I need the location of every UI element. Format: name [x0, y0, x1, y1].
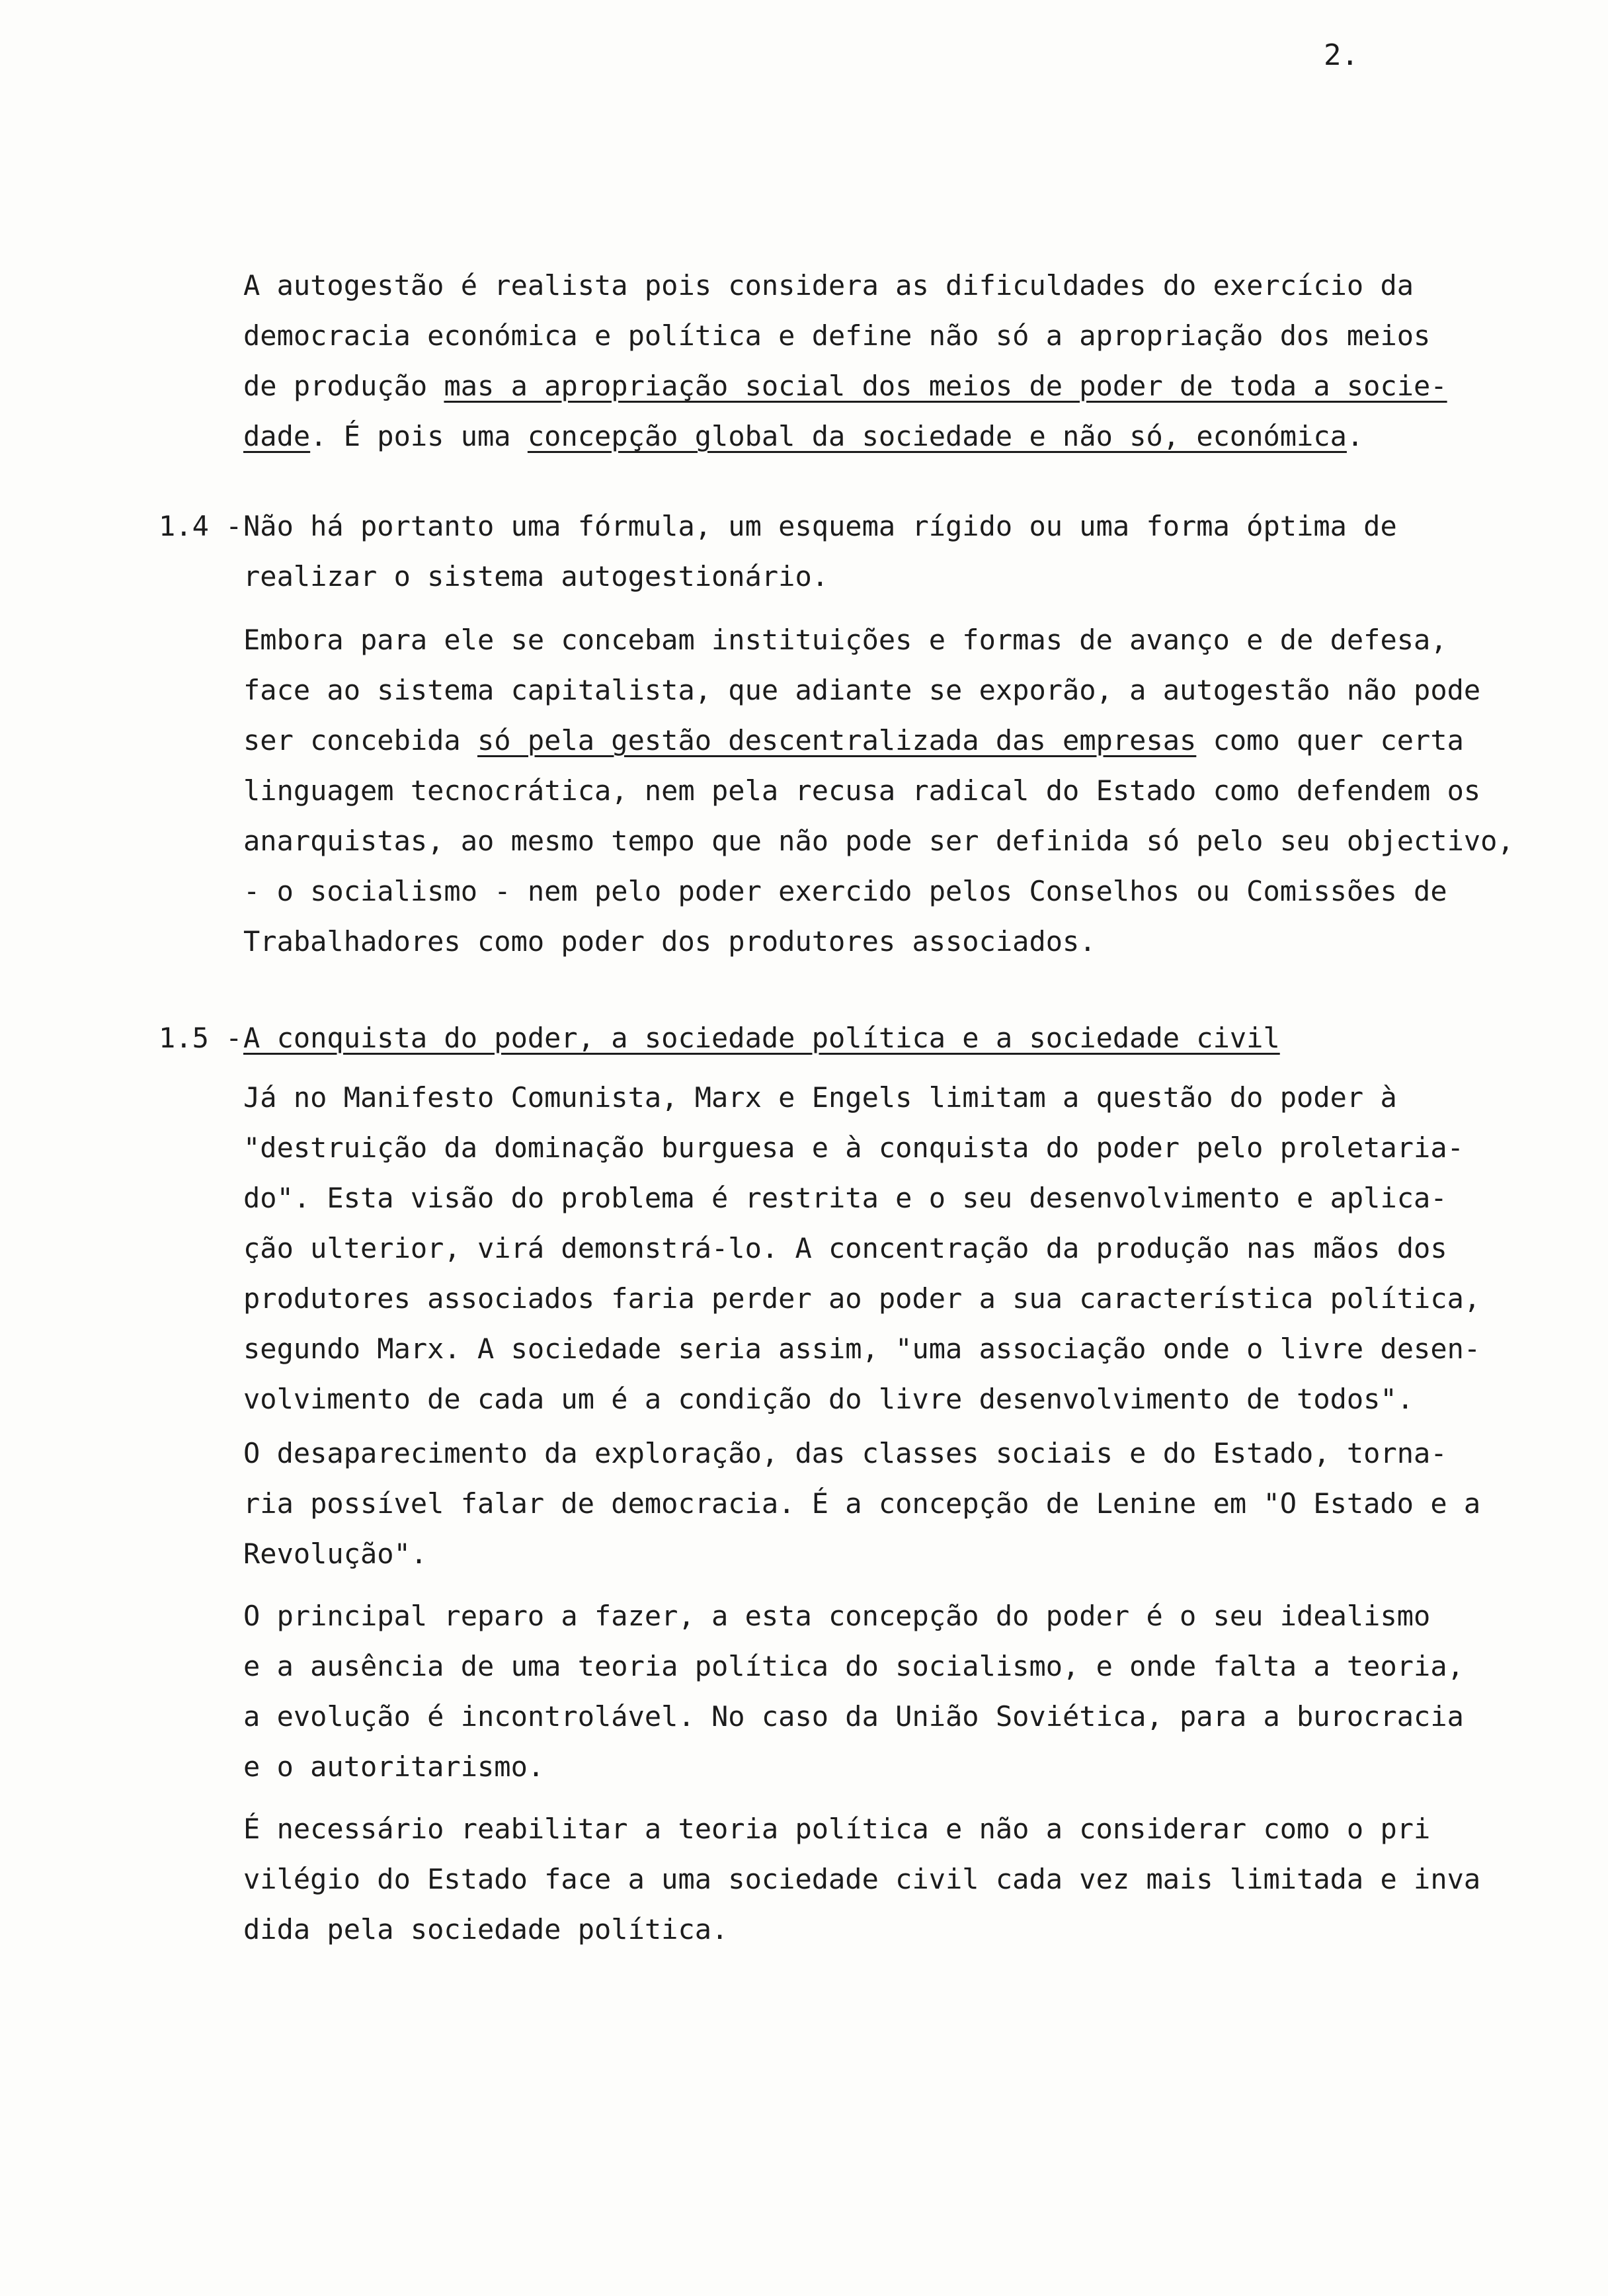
text-line: a evolução é incontrolável. No caso da União Soviética, para a burocracia [243, 1700, 1464, 1733]
text-line: Embora para ele se concebam instituições e formas de avanço e de defesa, [243, 624, 1447, 656]
section-1-4-intro [243, 501, 1473, 602]
text-span: . É pois uma [310, 420, 528, 452]
text-line: É necessário reabilitar a teoria política e não a considerar como o pri [243, 1813, 1431, 1845]
text-span: . [1346, 420, 1364, 452]
text-line: Trabalhadores como poder dos produtores associados. [243, 925, 1096, 958]
underlined-text: mas a apropriação social dos meios de poder de toda a socie- [444, 370, 1447, 402]
text-line: segundo Marx. A sociedade seria assim, "uma associação onde o livre desen- [243, 1332, 1481, 1365]
section-number: 1.5 - [159, 1022, 243, 1054]
text-line: Já no Manifesto Comunista, Marx e Engels limitam a questão do poder à [243, 1081, 1397, 1114]
text-line [243, 361, 1473, 411]
text-line: Revolução". [243, 1538, 428, 1570]
text-line: ria possível falar de democracia. É a concepção de Lenine em "O Estado e a [243, 1487, 1481, 1520]
text-line: A autogestão é realista pois considera as dificuldades do exercício da [243, 269, 1414, 302]
paragraph-autogestao-realista [243, 261, 1473, 462]
text-span: de produção [243, 370, 444, 402]
text-line: anarquistas, ao mesmo tempo que não pode ser definida só pelo seu objectivo, [243, 825, 1514, 857]
text-span: ser concebida [243, 724, 478, 757]
text-line: Não há portanto uma fórmula, um esquema rígido ou uma forma óptima de [243, 510, 1397, 542]
text-line: produtores associados faria perder ao poder a sua característica política, [243, 1282, 1481, 1315]
text-line: dida pela sociedade política. [243, 1913, 729, 1946]
text-line: linguagem tecnocrática, nem pela recusa radical do Estado como defendem os [243, 774, 1481, 807]
text-line: face ao sistema capitalista, que adiante se exporão, a autogestão não pode [243, 674, 1481, 706]
text-line: "destruição da dominação burguesa e à conquista do poder pelo proletaria- [243, 1131, 1464, 1164]
section-number: 1.4 - [159, 510, 243, 542]
text-line [243, 411, 1473, 462]
paragraph-manifesto [243, 1073, 1481, 1424]
text-line [243, 716, 1473, 766]
underlined-text: dade [243, 420, 311, 452]
text-line: democracia económica e política e define não só a apropriação dos meios [243, 319, 1431, 352]
text-line: ção ulterior, virá demonstrá-lo. A concentração da produção nas mãos dos [243, 1232, 1447, 1264]
paragraph-necessario [243, 1804, 1481, 1955]
paragraph-desaparecimento [243, 1428, 1481, 1579]
text-line: realizar o sistema autogestionário. [243, 560, 829, 593]
text-line: volvimento de cada um é a condição do livre desenvolvimento de todos". [243, 1383, 1414, 1415]
underlined-text: concepção global da sociedade e não só, económica [527, 420, 1347, 452]
section-heading: A conquista do poder, a sociedade política e a sociedade civil [243, 1022, 1280, 1054]
text-line: O desaparecimento da exploração, das classes sociais e do Estado, torna- [243, 1437, 1447, 1469]
paragraph-embora [243, 615, 1514, 967]
text-line: e o autoritarismo. [243, 1750, 545, 1783]
text-line: vilégio do Estado face a uma sociedade civil cada vez mais limitada e inva [243, 1863, 1481, 1895]
text-line: - o socialismo - nem pelo poder exercido pelos Conselhos ou Comissões de [243, 875, 1447, 907]
text-span: como quer certa [1196, 724, 1464, 757]
text-line: O principal reparo a fazer, a esta concepção do poder é o seu idealismo [243, 1600, 1431, 1632]
underlined-text: só pela gestão descentralizada das empresas [477, 724, 1197, 757]
page-number: 2. [1324, 38, 1359, 72]
text-line: do". Esta visão do problema é restrita e o seu desenvolvimento e aplica- [243, 1182, 1447, 1214]
paragraph-principal-reparo [243, 1591, 1473, 1792]
text-line: e a ausência de uma teoria política do socialismo, e onde falta a teoria, [243, 1650, 1464, 1682]
